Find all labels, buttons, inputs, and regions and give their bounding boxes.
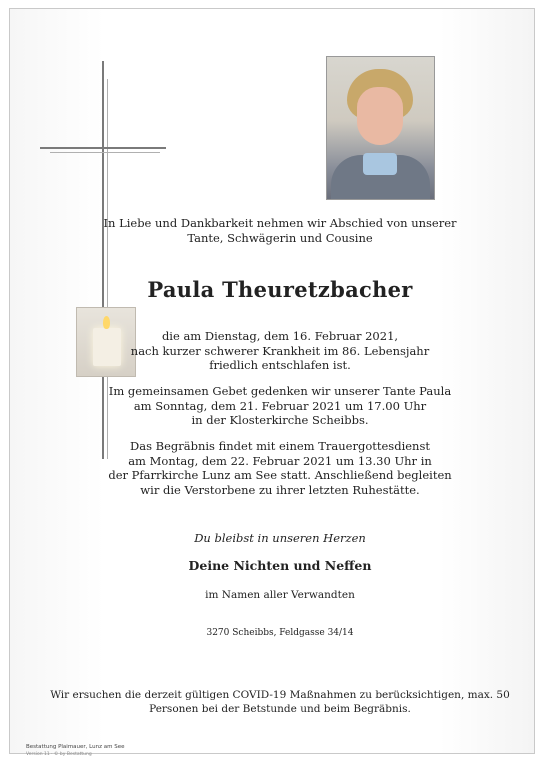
portrait-photo bbox=[326, 56, 435, 200]
cross-horizontal bbox=[40, 147, 166, 149]
undertaker-label: Bestattung Plaimauer, Lunz am See bbox=[26, 744, 125, 750]
deceased-name: Paula Theuretzbacher bbox=[147, 277, 413, 302]
prayer-text: Im gemeinsamen Gebet gedenken wir unserer Tante Paula am Sonntag, dem 21. Februar 2021 um 17.00 Uhr in der Klosterkirche Scheibbs. bbox=[108, 384, 452, 427]
death-text: die am Dienstag, dem 16. Februar 2021, nach kurzer schwerer Krankheit im 86. Lebensjahr friedlich entschlafen ist. bbox=[130, 329, 430, 372]
signers-text: Deine Nichten und Neffen bbox=[188, 558, 372, 573]
footer-small-print: Version 11 · © by Bestattung bbox=[26, 752, 92, 757]
burial-text: Das Begräbnis findet mit einem Trauergottesdienst am Montag, dem 22. Februar 2021 um 13.30 Uhr in der Pfarrkirche Lunz am See statt. Anschließend begleiten wir die Verstorbene zu ihrer letzten Ruhestätte. bbox=[108, 439, 452, 497]
motto-text: Du bleibst in unseren Herzen bbox=[194, 531, 366, 545]
parte-sheet bbox=[9, 8, 535, 754]
signers-subtext: im Namen aller Verwandten bbox=[205, 589, 355, 601]
address-text: 3270 Scheibbs, Feldgasse 34/14 bbox=[206, 628, 354, 638]
flame-icon bbox=[103, 316, 110, 329]
intro-text: In Liebe und Dankbarkeit nehmen wir Abschied von unserer Tante, Schwägerin und Cousine bbox=[103, 216, 457, 245]
covid-notice: Wir ersuchen die derzeit gültigen COVID-19 Maßnahmen zu berücksichtigen, max. 50 Personen bei der Betstunde und beim Begräbnis. bbox=[50, 689, 510, 715]
cross-horizontal-shadow bbox=[50, 152, 160, 153]
